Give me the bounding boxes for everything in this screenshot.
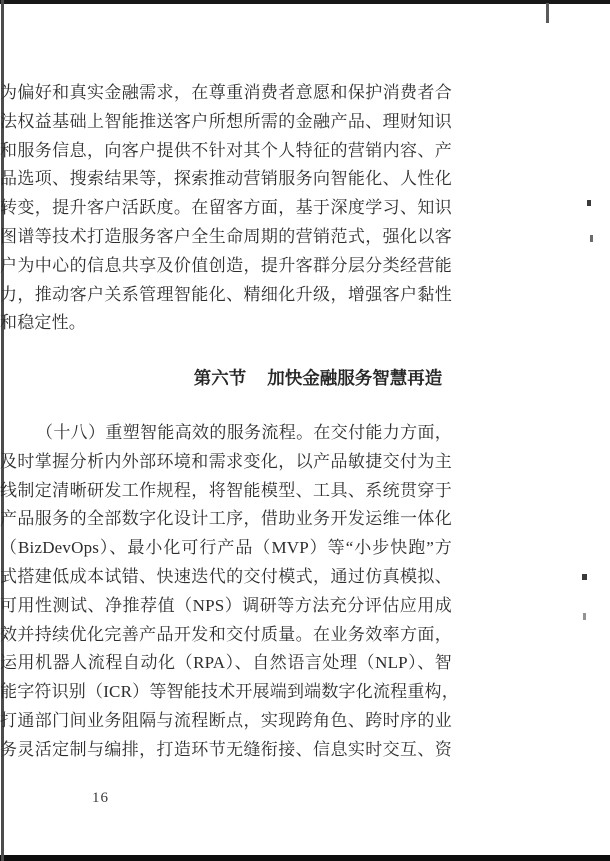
paragraph-line: （BizDevOps）、最小化可行产品（MVP）等“小步快跑”方 [0,538,452,558]
paragraph-line: 和服务信息，向客户提供不针对其个人特征的营销内容、产 [0,140,452,160]
scan-edge-right-stub [546,3,549,23]
paragraph-line: 为偏好和真实金融需求，在尊重消费者意愿和保护消费者合 [0,83,452,102]
paragraph-line: 打通部门间业务阻隔与流程断点，实现跨角色、跨时序的业 [0,710,452,730]
scan-speck [582,574,587,580]
paragraph-2 [0,419,459,765]
paragraph-line: 能字符识别（ICR）等智能技术开展端到端数字化流程重构， [0,682,459,702]
paragraph-line: 运用机器人流程自动化（RPA）、自然语言处理（NLP）、智 [0,653,452,673]
scan-edge-bottom [0,855,610,861]
scan-speck [587,200,591,206]
paragraph-line: 户为中心的信息共享及价值创造，提升客群分层分类经营能 [0,255,452,275]
section-heading-title: 加快金融服务智慧再造 [267,368,443,388]
paragraph-line: 法权益基础上智能推送客户所想所需的金融产品、理财知识 [0,111,452,131]
paragraph-line: 图谱等技术打造服务客户全生命周期的营销范式，强化以客 [0,226,452,246]
paragraph-line: 务灵活定制与编排，打造环节无缝衔接、信息实时交互、资 [0,739,452,759]
paragraph-line: 和稳定性。 [0,313,86,333]
paragraph-line: 转变，提升客户活跃度。在留客方面，基于深度学习、知识 [0,198,452,218]
paragraph-line: 线制定清晰研发工作规程，将智能模型、工具、系统贯穿于 [0,480,452,500]
page-number: 16 [92,790,109,806]
paragraph-1 [0,79,452,338]
paragraph-line: 力，推动客户关系管理智能化、精细化升级，增强客户黏性 [0,284,452,304]
section-heading-label: 第六节 [193,368,247,388]
paragraph-line: 品选项、搜索结果等，探索推动营销服务向智能化、人性化 [0,169,452,189]
paragraph-line: 产品服务的全部数字化设计工序，借助业务开发运维一体化 [0,509,452,529]
scan-speck [590,235,593,242]
paragraph-line: 及时掌握分析内外部环境和需求变化，以产品敏捷交付为主 [0,451,452,471]
paragraph-line: 式搭建低成本试错、快速迭代的交付模式，通过仿真模拟、 [0,566,452,586]
paragraph-line: 效并持续优化完善产品开发和交付质量。在业务效率方面， [0,624,452,644]
paragraph-line: 可用性测试、净推荐值（NPS）调研等方法充分评估应用成 [0,595,452,615]
scan-speck [583,613,586,620]
scan-edge-top [0,0,610,4]
paragraph-line: （十八）重塑智能高效的服务流程。在交付能力方面， [36,423,452,442]
section-heading [92,364,544,392]
